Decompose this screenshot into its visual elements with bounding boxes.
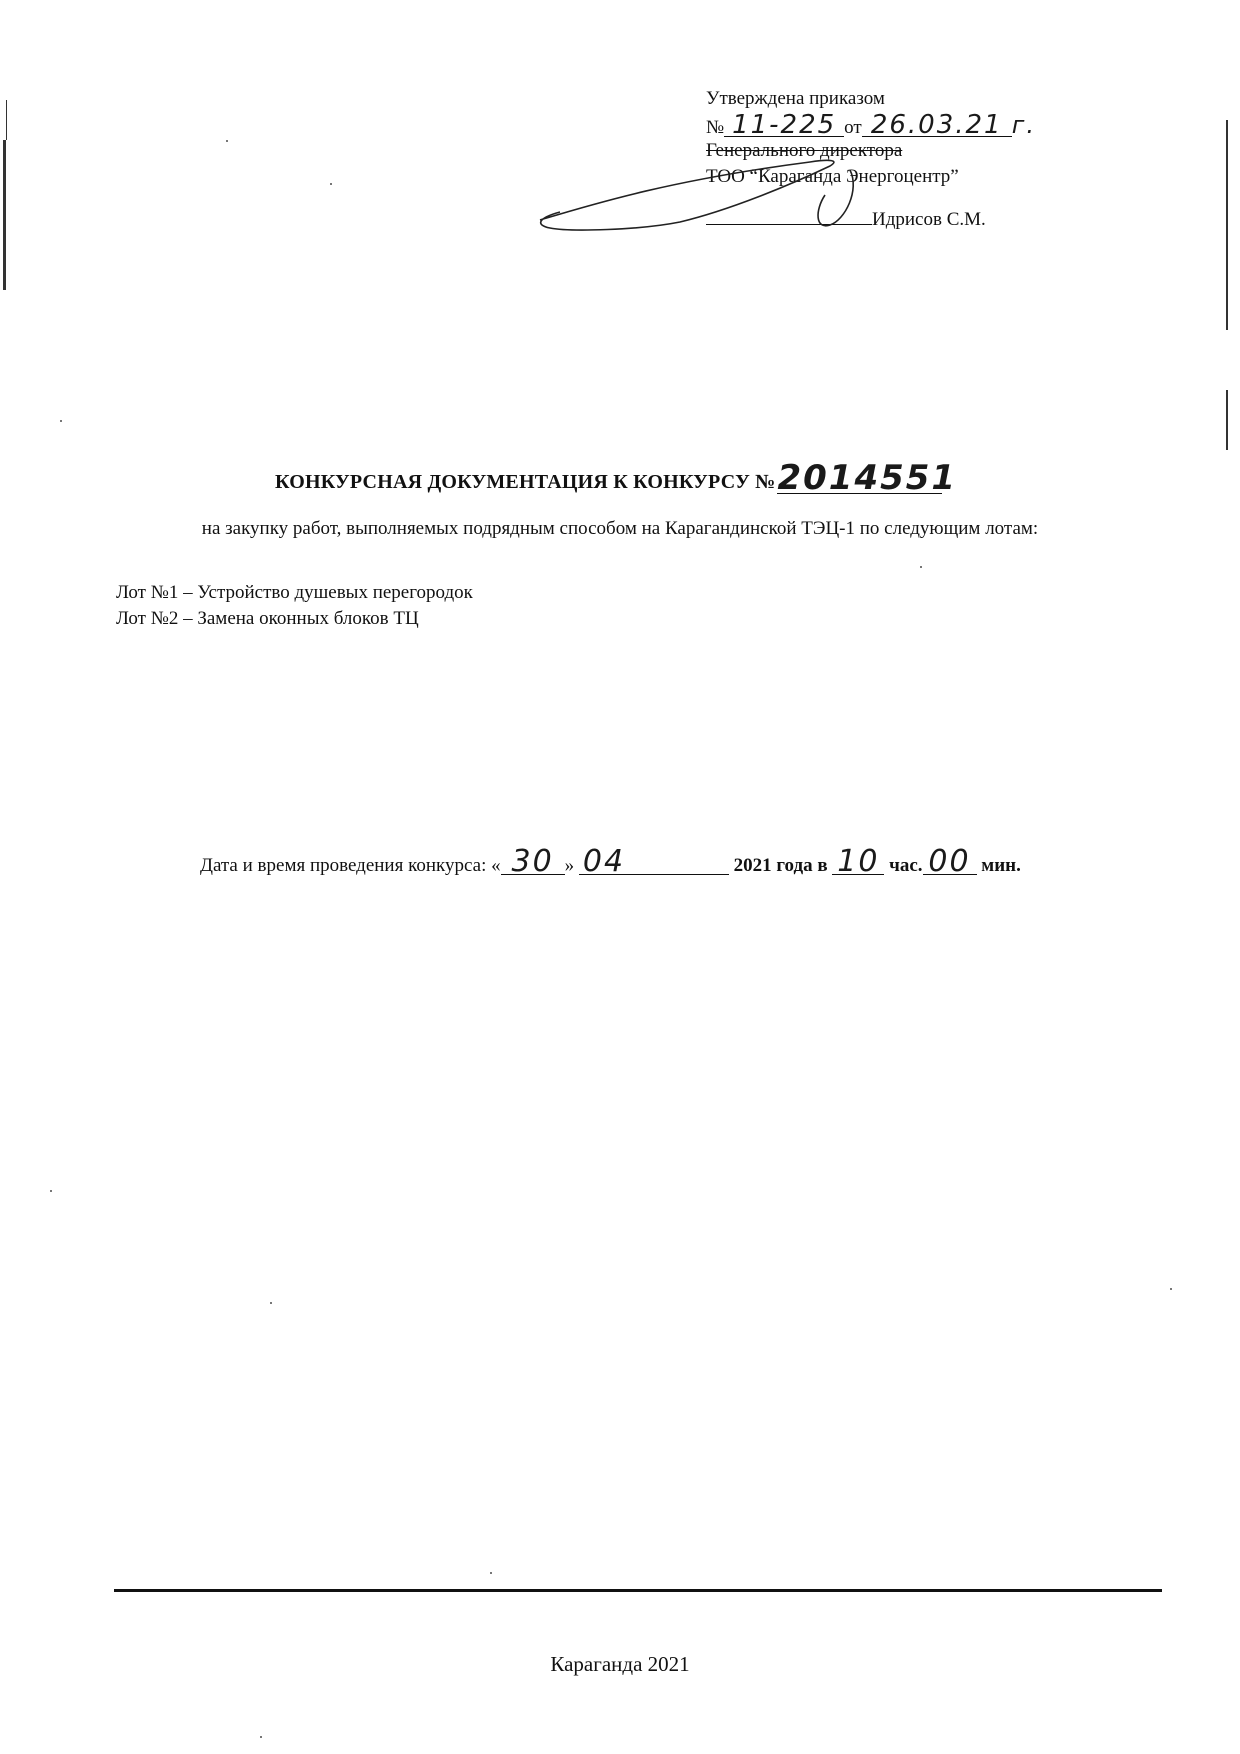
- scan-speck: [490, 1572, 492, 1574]
- scan-speck: [920, 566, 922, 568]
- scan-speck: [330, 183, 332, 185]
- approval-order-line: [706, 110, 1036, 140]
- footer-rule: [114, 1589, 1162, 1592]
- scan-speck: [50, 1190, 52, 1192]
- order-number: 11-225: [724, 114, 844, 137]
- footer-city-year: Караганда 2021: [550, 1652, 690, 1676]
- scan-edge-mark: [6, 100, 7, 140]
- signer-name: Идрисов С.М.: [872, 209, 986, 230]
- approval-position: Генерального директора: [706, 140, 903, 161]
- order-from-label: от: [844, 117, 862, 138]
- list-item: Лот №2 – Замена оконных блоков ТЦ: [116, 608, 419, 629]
- title-text: КОНКУРСНАЯ ДОКУМЕНТАЦИЯ К КОНКУРСУ №: [275, 471, 776, 493]
- scan-speck: [226, 140, 228, 142]
- scan-edge-mark: [1226, 120, 1228, 330]
- contest-year-text: 2021 года в: [733, 855, 828, 876]
- scan-speck: [270, 1302, 272, 1304]
- scan-speck: [1170, 1288, 1172, 1290]
- lots-list: [116, 582, 473, 634]
- contest-month: 04: [579, 850, 729, 875]
- contest-number: 2014551: [777, 458, 958, 498]
- scan-edge-mark: [1226, 390, 1228, 450]
- hour-unit: час.: [889, 855, 923, 876]
- contest-datetime: [200, 844, 1021, 879]
- document-subtitle: на закупку работ, выполняемых подрядным способом на Карагандинской ТЭЦ-1 по следующим лотам:: [201, 518, 1039, 539]
- document-title: [275, 458, 958, 498]
- datetime-label: Дата и время проведения конкурса:: [200, 855, 487, 876]
- contest-minute: 00: [923, 850, 977, 875]
- order-date: 26.03.21: [862, 114, 1012, 137]
- close-quote: »: [564, 855, 575, 876]
- order-year-suffix: г.: [1011, 111, 1036, 139]
- scan-edge-mark: [3, 140, 6, 290]
- contest-hour: 10: [832, 850, 884, 875]
- order-number-prefix: №: [706, 117, 725, 138]
- open-quote: «: [491, 855, 501, 876]
- approval-company: ТОО “Караганда Энергоцентр”: [706, 166, 959, 187]
- scan-speck: [260, 1736, 262, 1738]
- minute-unit: мин.: [981, 855, 1021, 876]
- contest-day: 30: [501, 850, 565, 875]
- list-item: Лот №1 – Устройство душевых перегородок: [116, 582, 473, 603]
- director-signature: [530, 150, 870, 250]
- scan-speck: [60, 420, 62, 422]
- approval-line: Утверждена приказом: [706, 88, 885, 109]
